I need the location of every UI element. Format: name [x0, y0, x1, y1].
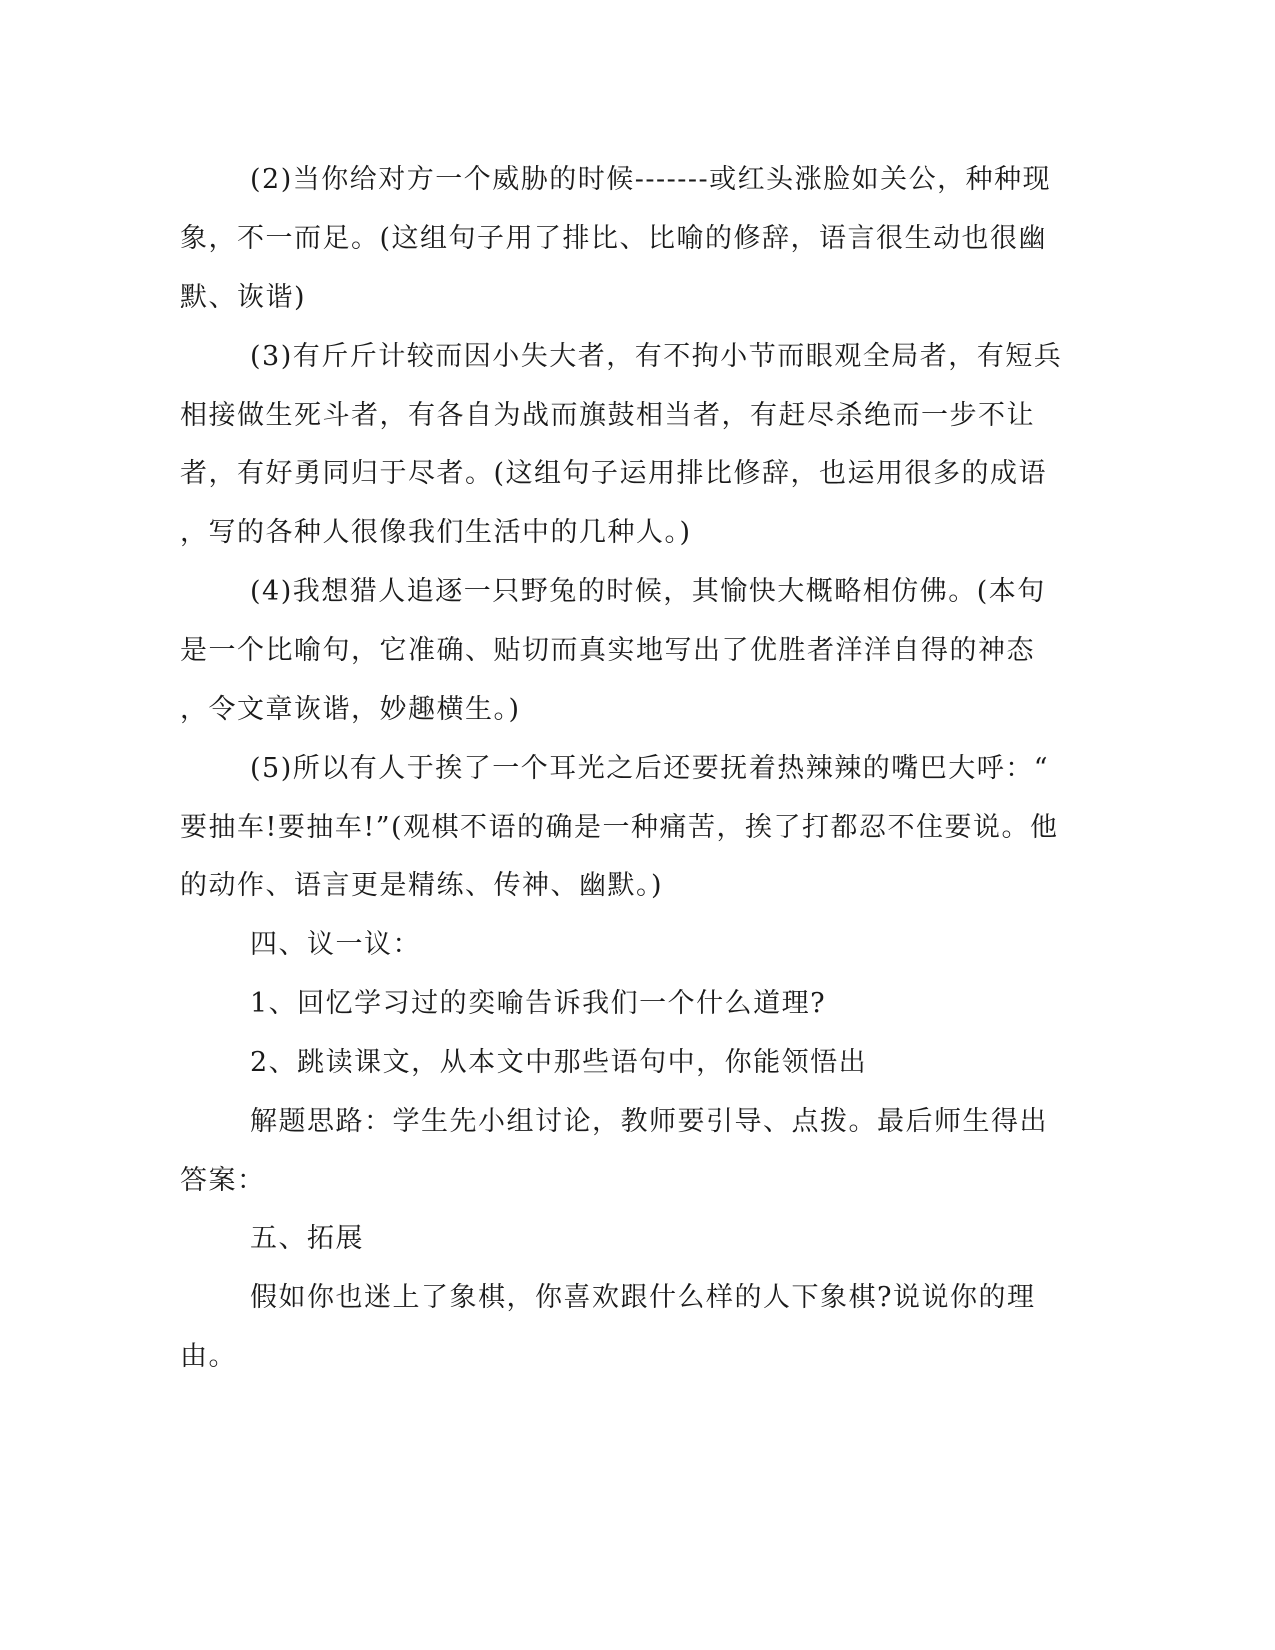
text-line: 假如你也迷上了象棋，你喜欢跟什么样的人下象棋?说说你的理 [250, 1282, 1036, 1313]
section-heading: 五、拓展 [250, 1223, 364, 1254]
text-line: (5)所以有人于挨了一个耳光之后还要抚着热辣辣的嘴巴大呼：“ [250, 753, 1050, 784]
text-line: 1、回忆学习过的奕喻告诉我们一个什么道理? [250, 988, 827, 1019]
text-line: 是一个比喻句，它准确、贴切而真实地写出了优胜者洋洋自得的神态 [180, 635, 1035, 666]
text-line: ，令文章诙谐，妙趣横生。) [180, 694, 521, 725]
text-line: 解题思路：学生先小组讨论，教师要引导、点拨。最后师生得出 [250, 1106, 1048, 1137]
text-line: 默、诙谐) [180, 282, 307, 313]
text-line: 要抽车!要抽车!”(观棋不语的确是一种痛苦，挨了打都忍不住要说。他 [180, 812, 1059, 843]
text-line: (2)当你给对方一个威胁的时候-------或红头涨脸如关公，种种现 [250, 164, 1052, 195]
text-line: 相接做生死斗者，有各自为战而旗鼓相当者，有赶尽杀绝而一步不让 [180, 400, 1035, 431]
text-line: (4)我想猎人追逐一只野兔的时候，其愉快大概略相仿佛。(本句 [250, 576, 1046, 607]
text-line: 的动作、语言更是精练、传神、幽默。) [180, 870, 664, 901]
text-line: 由。 [180, 1341, 237, 1372]
text-line: 2、跳读课文，从本文中那些语句中，你能领悟出 [250, 1047, 868, 1078]
text-line: 答案： [180, 1165, 266, 1196]
section-heading: 四、议一议： [250, 929, 421, 960]
text-line: (3)有斤斤计较而因小失大者，有不拘小节而眼观全局者，有短兵 [250, 341, 1063, 372]
text-line: 象，不一而足。(这组句子用了排比、比喻的修辞，语言很生动也很幽 [180, 223, 1048, 254]
text-line: ，写的各种人很像我们生活中的几种人。) [180, 517, 692, 548]
text-line: 者，有好勇同归于尽者。(这组句子运用排比修辞，也运用很多的成语 [180, 458, 1048, 489]
